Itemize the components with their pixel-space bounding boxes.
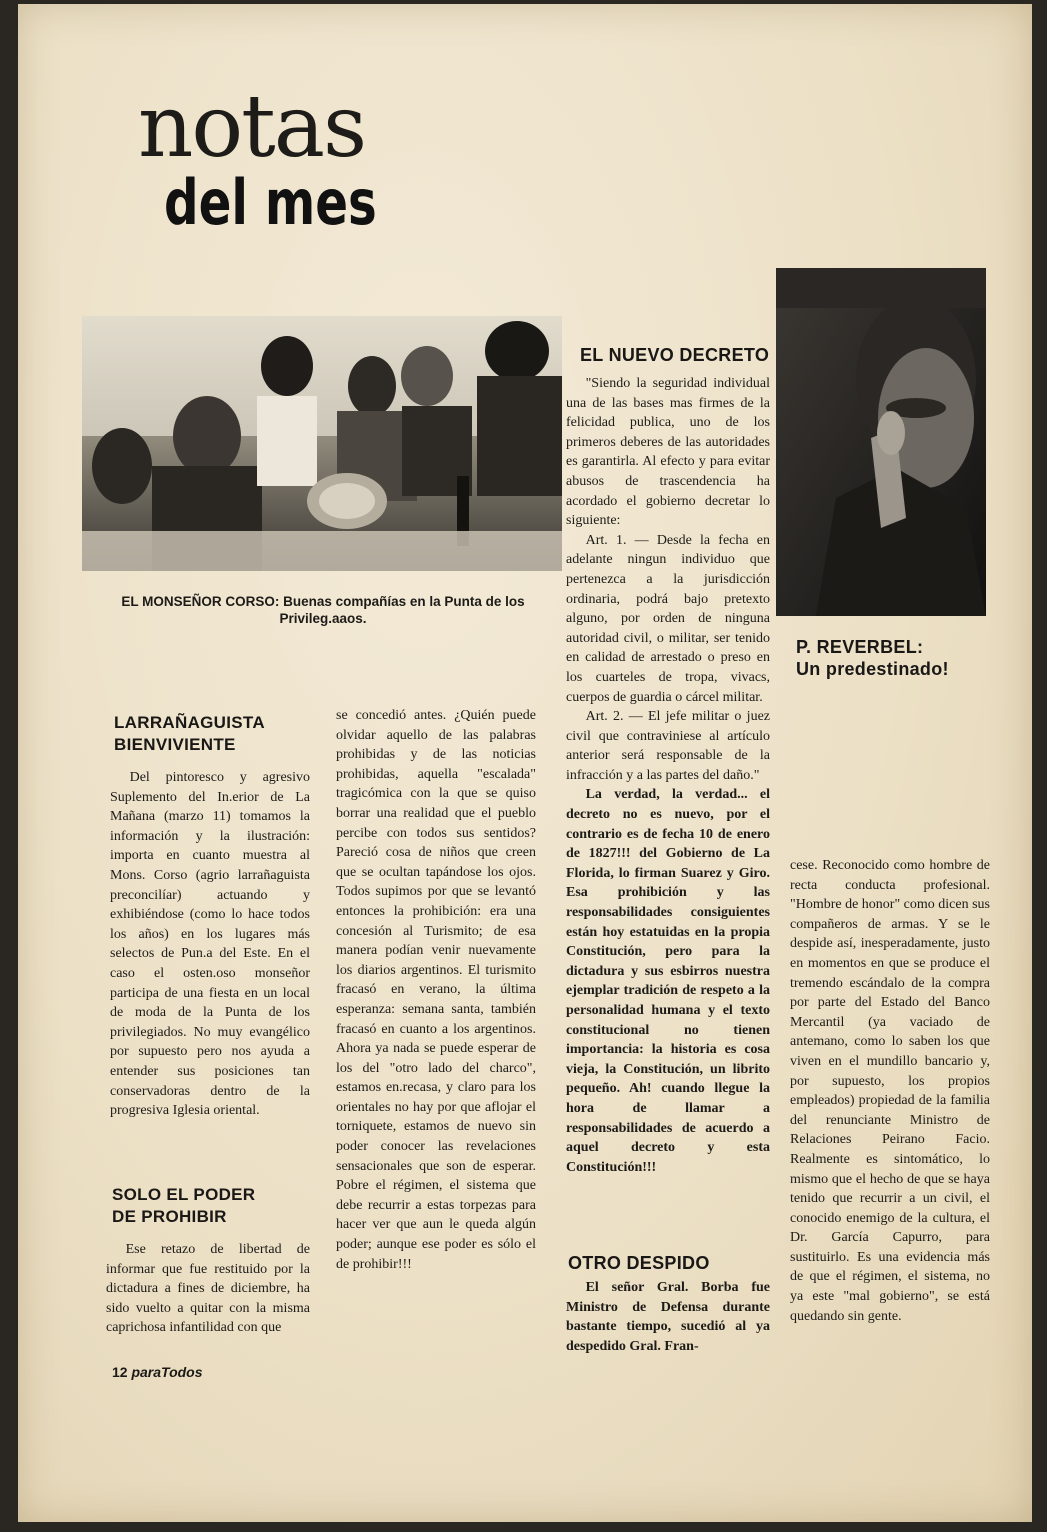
larranaguista-heading-line2: BIENVIVIENTE bbox=[114, 735, 236, 754]
group-photo-image bbox=[82, 316, 562, 571]
masthead-del-mes: del mes bbox=[164, 166, 377, 239]
decreto-paragraph-4: La verdad, la verdad... el decreto no es nuevo, por el contrario es de fecha 10 de enero de 1827!!! del Gobierno de La Florida, lo firman Suarez y Giro. Esa prohibición y las responsabilidades consiguientes están hoy estatuidas en la propia Constitución, pero para la dictadura y sus esbirros nuestra ejemplar tradición de respeto a la personalidad humana y el texto constitucional no tienen importancia: la historia es cosa vieja, la Constitución, un librito pequeño. Ah! cuando llegue la hora de llamar a responsabilidades de acuerdo a aquel decreto y esta Constitución!!! bbox=[566, 787, 770, 1175]
despido-paragraph-2: cese. Reconocido como hombre de recta conducta profesional. "Hombre de honor" como dicen sus compañeros de armas. Y se le despide así, inesperadamente, justo en momentos en que se produce el tremendo escándalo de la compra por parte del Estado del Banco Mercantil (ya vaciado de antemano, como lo saben los que viven en el mundillo bancario y, por supuesto, los propios empleados) propiedad de la familia del renunciante Ministro de Relaciones Peirano Facio. Realmente es sintomático, lo mismo que el hecho de que se haya tenido que recurrir a un civil, el conocido enemigo de la cultura, el Dr. García Capurro, para sustituirlo. Es una evidencia más de que el régimen, el sistema, no ya este "mal gobierno", se está quedando sin gente. bbox=[790, 858, 990, 1324]
larranaguista-heading-line1: LARRAÑAGUISTA bbox=[114, 713, 265, 732]
masthead-notas: notas bbox=[138, 77, 366, 177]
prohibir-paragraph-2: se concedió antes. ¿Quién puede olvidar aquello de las palabras prohibidas y de las noticias prohibidas, aquella "escalada" tragicómica con la que se quiso borrar una realidad que el pueblo percibe con todos sus sentidos? Pareció cosa de niños que creen que se ocultan tapándose los ojos. Todos supimos por que se levantó entonces la prohibición: era una concesión al Turismito; de esa manera podían venir nuevamente los diarios argentinos. El turismito fracasó en verano, la última esperanza: semana santa, también fracasó en cuanto a los argentinos. Ahora ya nada se puede esperar de los del "otro lado del charco", estamos en.recasa, y claro para los orientales no hay por que aflojar el torniquete, estamos de nuevo sin poder conocer las revelaciones sensacionales que son de esperar. Pobre el régimen, el sistema que debe recurrir a estas torpezas para hacer ver que aun le queda algún poder; aunque ese poder es sólo el de prohibir!!! bbox=[336, 708, 536, 1272]
portrait-caption-name: P. REVERBEL: bbox=[796, 637, 924, 657]
magazine-page bbox=[18, 4, 1032, 1522]
larranaguista-body bbox=[110, 768, 310, 1121]
page-folio bbox=[112, 1364, 203, 1380]
magazine-brand: paraTodos bbox=[131, 1364, 203, 1380]
despido-heading: OTRO DESPIDO bbox=[568, 1253, 710, 1273]
prohibir-paragraph-1: Ese retazo de libertad de informar que fue restituido por la dictadura a fines de diciembre, ha sido vuelto a quitar con la misma caprichosa infantilidad con que bbox=[106, 1242, 310, 1336]
prohibir-body-col1 bbox=[106, 1240, 310, 1338]
decreto-paragraph-1: "Siendo la seguridad individual una de las bases mas firmes de la felicidad publica, uno de los primeros deberes de las autoridades es garantirla. Al efecto y para evitar abusos de trascendencia ha acordado el gobierno decretar lo siguiente: bbox=[566, 376, 770, 529]
prohibir-heading-line1: SOLO EL PODER bbox=[112, 1185, 256, 1204]
decreto-paragraph-2: Art. 1. — Desde la fecha en adelante ningun individuo que pertenezca a la jurisdicción ordinaria, podrá bajo pretexto alguno, por orden de ninguna autoridad civil, o militar, ser tenido en calidad de arrestado o preso en los cuarteles de tropa, vivacs, cuerpos de guardia o cárcel militar. bbox=[566, 532, 770, 705]
decreto-paragraph-3: Art. 2. — El jefe militar o juez civil que contraviniese al artículo anterior será responsable de la infracción y a las partes del daño." bbox=[566, 709, 770, 783]
group-photo bbox=[82, 316, 562, 571]
page-number: 12 bbox=[112, 1364, 128, 1380]
portrait-photo bbox=[776, 268, 986, 616]
prohibir-heading-line2: DE PROHIBIR bbox=[112, 1207, 227, 1226]
portrait-photo-image bbox=[776, 268, 986, 616]
prohibir-body-col2 bbox=[336, 706, 536, 1274]
despido-body-col3 bbox=[566, 1278, 770, 1356]
group-photo-caption: EL MONSEÑOR CORSO: Buenas compañías en la Punta de los Privileg.aaos. bbox=[121, 594, 525, 626]
portrait-caption-subtitle: Un predestinado! bbox=[796, 659, 949, 679]
despido-body-col4 bbox=[790, 856, 990, 1326]
decreto-body bbox=[566, 374, 770, 1177]
larranaguista-paragraph: Del pintoresco y agresivo Suplemento del In.erior de La Mañana (marzo 11) tomamos la información y la ilustración: importa en cuanto muestra al Mons. Corso (agrio larrañaguista preconcilíar) actuando y exhibiéndose (como lo hace todos los años) en los lugares más selectos de Pun.a del Este. En el caso el osten.oso monseñor participa de una fiesta en un local de moda de la Punta de los privilegiados. No muy evangélico por supuesto pero nos ayuda a entender sus posiciones tan conservadoras dentro de la progresiva Iglesia oriental. bbox=[110, 770, 310, 1119]
decreto-heading: EL NUEVO DECRETO bbox=[580, 345, 770, 365]
despido-paragraph-1: El señor Gral. Borba fue Ministro de Defensa durante bastante tiempo, sucedió al ya despedido Gral. Fran- bbox=[566, 1280, 770, 1354]
